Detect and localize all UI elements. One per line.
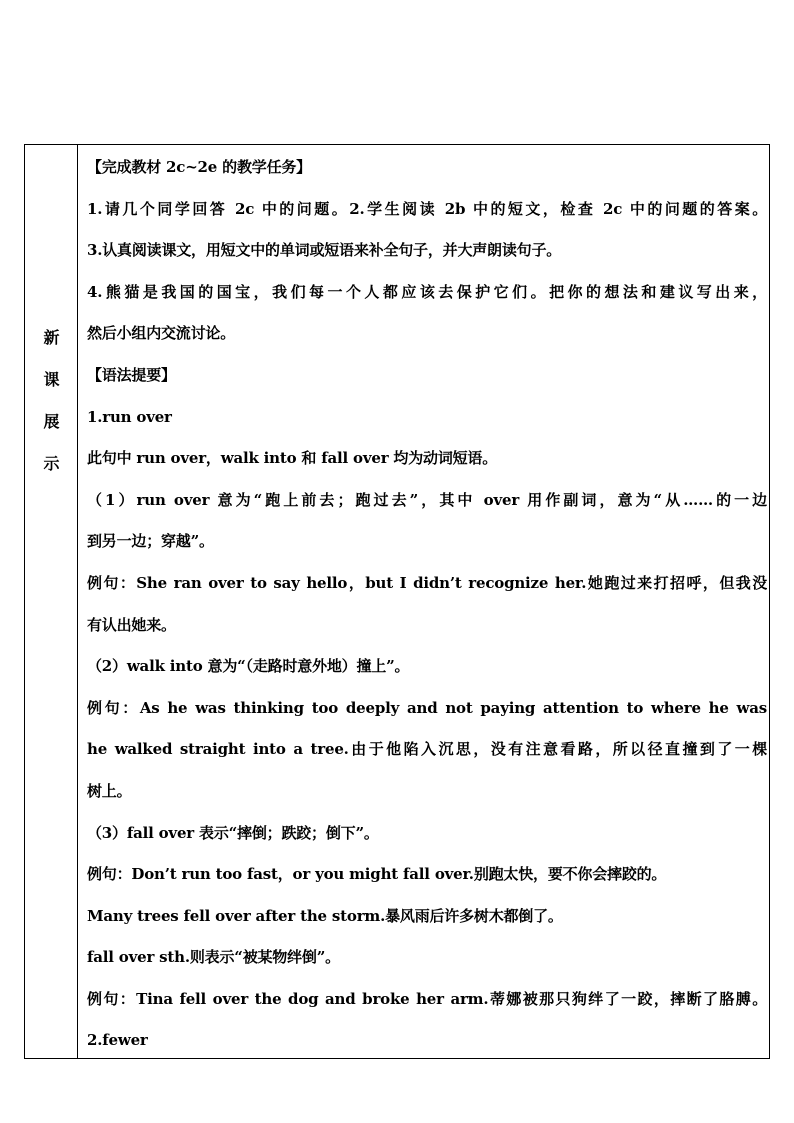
paragraph-line: （2）walk into 意为“（走路时意外地）撞上”。 bbox=[87, 657, 410, 676]
paragraph-line: （1）run over 意为“跑上前去；跑过去”，其中 over 用作副词，意为“从……的一边 bbox=[87, 490, 767, 509]
content-cell bbox=[87, 147, 767, 1062]
example-line: 例句：She ran over to say hello，but I didn’t recognize her.她跑过来打招呼，但我没 bbox=[87, 573, 767, 592]
task-item: 3.认真阅读课文，用短文中的单词或短语来补全句子，并大声朗读句子。 bbox=[87, 241, 562, 260]
task-item: 1.请几个同学回答 2c 中的问题。2.学生阅读 2b 中的短文，检查 2c 中的问题的答案。 bbox=[87, 199, 767, 218]
grammar-point-title: 2.fewer bbox=[87, 1031, 148, 1050]
section-label-char: 新 bbox=[43, 328, 60, 347]
section-label bbox=[25, 317, 78, 485]
example-line: 例句：Don’t run too fast，or you might fall over.别跑太快，要不你会摔跤的。 bbox=[87, 865, 667, 884]
paragraph-line: （3）fall over 表示“摔倒；跌跤；倒下”。 bbox=[87, 823, 379, 842]
paragraph-line: fall over sth.则表示“被某物绊倒”。 bbox=[87, 948, 340, 967]
example-line: 树上。 bbox=[87, 781, 132, 800]
paragraph-line: 到另一边；穿越”。 bbox=[87, 532, 214, 551]
section-label-char: 示 bbox=[43, 454, 60, 473]
paragraph-line: 此句中 run over，walk into 和 fall over 均为动词短语。 bbox=[87, 449, 498, 468]
section-label-cell bbox=[25, 145, 78, 1058]
grammar-point-title: 1.run over bbox=[87, 407, 172, 426]
section-label-char: 课 bbox=[43, 370, 60, 389]
example-line: 有认出她来。 bbox=[87, 615, 176, 634]
example-line: he walked straight into a tree.由于他陷入沉思，没有注意看路，所以径直撞到了一棵 bbox=[87, 740, 767, 759]
example-line: Many trees fell over after the storm.暴风雨后许多树木都倒了。 bbox=[87, 906, 563, 925]
grammar-heading: 【语法提要】 bbox=[87, 365, 176, 384]
example-line: 例句：Tina fell over the dog and broke her arm.蒂娜被那只狗绊了一跤，摔断了胳膊。 bbox=[87, 989, 767, 1008]
task-item: 然后小组内交流讨论。 bbox=[87, 324, 236, 343]
task-item: 4.熊猫是我国的国宝，我们每一个人都应该去保护它们。把你的想法和建议写出来， bbox=[87, 282, 767, 301]
task-heading: 【完成教材 2c~2e 的教学任务】 bbox=[87, 158, 311, 176]
lesson-table bbox=[24, 144, 770, 1059]
example-line: 例句：As he was thinking too deeply and not paying attention to where he was bbox=[87, 698, 767, 717]
section-label-char: 展 bbox=[43, 412, 60, 431]
